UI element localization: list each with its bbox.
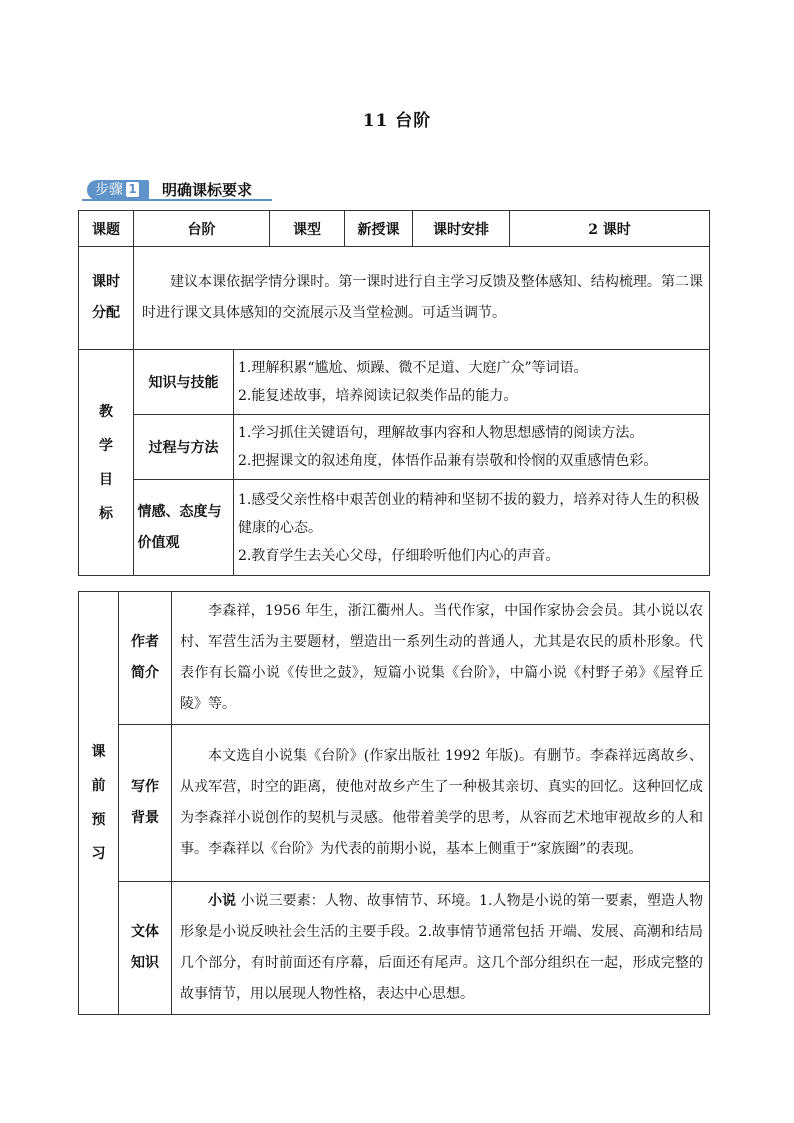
list-item: 1.学习抓住关键语句，理解故事内容和人物思想感情的阅读方法。: [238, 425, 644, 441]
step-number: 1: [126, 182, 139, 197]
list-item: 1.感受父亲性格中艰苦创业的精神和坚韧不拔的毅力，培养对待人生的积极健康的心态。: [238, 491, 700, 536]
table-row: [79, 882, 710, 1015]
list-item: 1.理解积累“尴尬、烦躁、微不足道、大庭广众”等词语。: [238, 360, 588, 376]
table-row: [79, 247, 710, 350]
table-row: [79, 211, 710, 247]
goals-label: [79, 350, 134, 576]
genre-term: 小说: [208, 893, 237, 909]
process-items: [234, 415, 710, 480]
allocation-label: [79, 247, 134, 350]
preview-label-text: 课前预习: [91, 744, 106, 862]
type-label: 课型: [270, 211, 345, 247]
table-row: [79, 725, 710, 882]
step-badge: [87, 180, 149, 200]
allocation-label-text: 课时分配: [92, 274, 120, 321]
type-value: 新授课: [345, 211, 413, 247]
emotion-label: [134, 480, 234, 576]
lesson-plan-table: [78, 210, 710, 576]
schedule-value: 2 课时: [510, 211, 710, 247]
list-item: 2.教育学生去关心父母，仔细聆听他们内心的声音。: [238, 547, 560, 564]
subject-value: 台阶: [134, 211, 270, 247]
background-label: [119, 725, 172, 882]
step-underline: [82, 199, 272, 201]
background-text: 本文选自小说集《台阶》(作家出版社 1992 年版)。有删节。李森祥远离故乡、从戎军营，时空的距离，使他对故乡产生了一种极其亲切、真实的回忆。这种回忆成为李森祥小说创作的契机与灵感。他带着美学的思考，从容而艺术地审视故乡的人和事。李森祥以《台阶》为代表的前期小说，基本上侧重于“家族圈”的表现。: [172, 725, 710, 882]
knowledge-items: [234, 350, 710, 415]
page-title: 11 台阶: [362, 111, 432, 131]
process-label: 过程与方法: [134, 415, 234, 480]
author-label: [119, 592, 172, 725]
subject-label: 课题: [79, 211, 134, 247]
emotion-items: [234, 480, 710, 576]
step-prefix: 步骤: [95, 182, 123, 198]
preview-table: [78, 591, 710, 1015]
emotion-label-text: 情感、态度与价值观: [137, 503, 222, 551]
genre-label: [119, 882, 172, 1015]
author-label-text: 作者简介: [131, 634, 159, 681]
schedule-label: 课时安排: [413, 211, 510, 247]
step-header: [82, 180, 272, 202]
author-text: 李森祥，1956 年生，浙江衢州人。当代作家，中国作家协会会员。其小说以农村、军营生活为主要题材，塑造出一系列生动的普通人，尤其是农民的质朴形象。代表作有长篇小说《传世之鼓》，短篇小说集《台阶》，中篇小说《村野子弟》《屋脊丘陵》等。: [172, 592, 710, 725]
table-row: [79, 592, 710, 725]
table-row: [79, 350, 710, 415]
step-label: 明确课标要求: [162, 181, 253, 199]
table-row: [79, 415, 710, 480]
table-row: [79, 480, 710, 576]
preview-label: [79, 592, 119, 1015]
genre-label-text: 文体知识: [131, 924, 159, 971]
knowledge-label: 知识与技能: [134, 350, 234, 415]
list-item: 2.把握课文的叙述角度，体悟作品兼有崇敬和怜悯的双重感情色彩。: [238, 453, 658, 469]
list-item: 2.能复述故事，培养阅读记叙类作品的能力。: [238, 388, 518, 404]
genre-body: 小说三要素：人物、故事情节、环境。1.人物是小说的第一要素，塑造人物形象是小说反映社会生活的主要手段。2.故事情节通常包括 开端、发展、高潮和结局几个部分，有时前面还有序幕，后面还有尾声。这几个部分组织在一起，形成完整的故事情节，用以展现人物性格，表达中心思想。: [180, 893, 704, 1002]
background-label-text: 写作背景: [131, 779, 159, 826]
allocation-text: 建议本课依据学情分课时。第一课时进行自主学习反馈及整体感知、结构梳理。第二课时进行课文具体感知的交流展示及当堂检测。可适当调节。: [134, 247, 710, 350]
goals-label-text: 教学目标: [99, 403, 113, 522]
genre-text: [172, 882, 710, 1015]
